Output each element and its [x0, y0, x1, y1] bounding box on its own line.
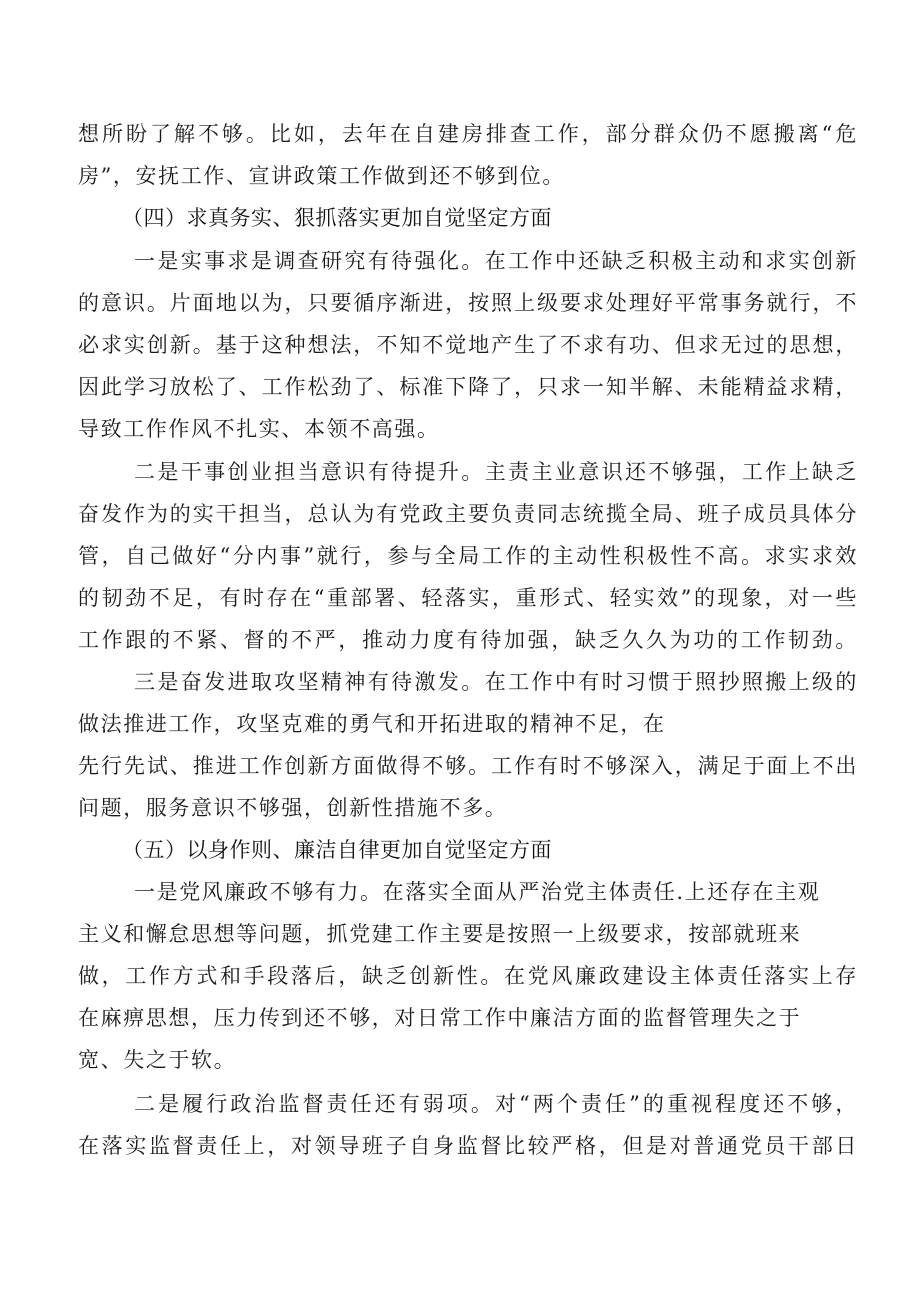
body-line: 主义和懈怠思想等问题，抓党建工作主要是按照一上级要求，按部就班来	[78, 922, 802, 946]
body-line: 房”，安抚工作、宣讲政策工作做到还不够到位。	[78, 164, 565, 188]
body-line: 先行先试、推进工作创新方面做得不够。工作有时不够深入，满足于面上不出	[78, 754, 858, 778]
section-heading-4: （四）求真务实、狠抓落实更加自觉坚定方面	[122, 206, 552, 230]
body-line: 三是奋发进取攻坚精神有待激发。在工作中有时习惯于照抄照搬上级的	[134, 670, 858, 694]
body-line: 二是干事创业担当意识有待提升。主责主业意识还不够强，工作上缺乏	[134, 460, 858, 484]
body-line: 一是实事求是调查研究有待强化。在工作中还缺乏积极主动和求实创新	[134, 249, 858, 273]
body-line: 二是履行政治监督责任还有弱项。对“两个责任”的重视程度还不够，	[134, 1092, 858, 1116]
body-line: 问题，服务意识不够强，创新性措施不多。	[78, 796, 508, 820]
body-line: 在落实监督责任上，对领导班子自身监督比较严格，但是对普通党员干部日	[78, 1134, 858, 1158]
body-line: 在麻痹思想，压力传到还不够，对日常工作中廉洁方面的监督管理失之于	[78, 1006, 802, 1030]
body-line: 宽、失之于软。	[78, 1048, 237, 1072]
body-line: 一是党风廉政不够有力。在落实全面从严治党主体责任.上还存在主观	[134, 880, 821, 904]
body-line: 因此学习放松了、工作松劲了、标准下降了，只求一知半解、未能精益求精，	[78, 375, 858, 399]
body-line: 做，工作方式和手段落后，缺乏创新性。在党风廉政建设主体责任落实上存	[78, 964, 858, 988]
body-line: 的韧劲不足，有时存在“重部署、轻落实，重形式、轻实效”的现象，对一些	[78, 586, 858, 610]
body-line: 导致工作作风不扎实、本领不高强。	[78, 417, 440, 441]
section-heading-5: （五）以身作则、廉洁自律更加自觉坚定方面	[122, 838, 552, 862]
body-line: 管，自己做好“分内事”就行，参与全局工作的主动性积极性不高。求实求效	[78, 544, 858, 568]
body-line: 想所盼了解不够。比如，去年在自建房排查工作，部分群众仍不愿搬离“危	[78, 122, 858, 146]
body-line: 必求实创新。基于这种想法，不知不觉地产生了不求有功、但求无过的思想，	[78, 333, 858, 357]
body-line: 奋发作为的实干担当，总认为有党政主要负责同志统揽全局、班子成员具体分	[78, 502, 858, 526]
body-line: 的意识。片面地以为，只要循序渐进，按照上级要求处理好平常事务就行，不	[78, 291, 858, 315]
body-line: 工作跟的不紧、督的不严，推动力度有待加强，缺乏久久为功的工作韧劲。	[78, 628, 858, 652]
body-line: 做法推进工作，攻坚克难的勇气和开拓进取的精神不足，在	[78, 712, 666, 736]
